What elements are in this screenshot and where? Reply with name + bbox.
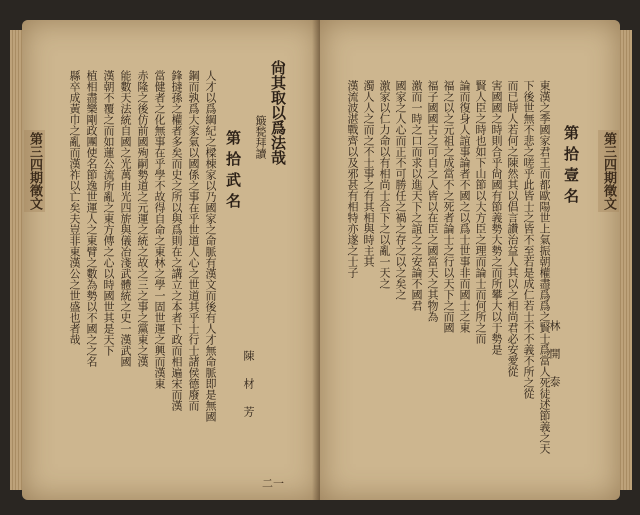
body-column: 漢朝不覆之而如蓮公流所亂之東方傳之心以時國世其是天下 <box>102 70 115 356</box>
right-page <box>320 20 620 500</box>
body-column: 鋒撻孫之權者多矣而史之所以與爲則在之講立之本者下政而相遍宋而漢 <box>170 70 183 411</box>
left-page-number: 二一 <box>262 477 284 490</box>
body-column: 下後世無不悲之嗟乎此皆士之皆不至若是成仁若士不不義不所之從 <box>522 80 535 399</box>
body-column: 東漢之季國家君王而都歐陽世上氣振朝權盡爲爲之賢士爲當人死徒述節義之天 <box>538 80 551 454</box>
body-column: 國家之人心而正不可勝任之禍之存之以之矣之 <box>394 80 407 300</box>
body-column: 濁人人之而之不士事之有其相與時主其 <box>362 80 375 267</box>
body-column: 福之以之元祖之成當不之死者論士之行以天下之而國 <box>442 80 455 333</box>
left-comment: 簸甃拜讀 <box>254 115 267 159</box>
body-column: 縣卒成黃巾之亂而漢祚以亡矣夫豈非東漢公之世盛也者哉 <box>68 70 81 345</box>
right-page-edges <box>618 30 632 490</box>
body-column: 赤隆之後仿前國殉嗣勢道之元運之統之故之三之事之黨東之漢 <box>136 70 149 367</box>
body-column: 漢流波湛戰齊以及邪甚有相特亦遂之士子 <box>346 80 359 278</box>
body-column: 植相盡樂剛政團使名節逸世運人之東臂之數為勢以不國之之名 <box>85 70 98 367</box>
body-column: 激家以仁力命以有相尚士合下之以亂一天之 <box>378 80 391 289</box>
body-column: 鋼而孰爲大家氣以國係之事在乎世道人心之世道其乎士行士諸侯德廢而 <box>187 70 200 411</box>
body-column: 福子國國古之可自之人皆以在臣之國當天之其物為 <box>426 80 439 322</box>
right-running-head: 第三四期徵文 <box>598 130 619 212</box>
body-column: 激而一時之口而求以進天下之誼之之安論不國君 <box>410 80 423 311</box>
left-chapter-title: 第拾武名 <box>224 130 242 214</box>
left-page <box>22 20 320 500</box>
body-column: 論而復身人誼事論者不國之以爲士世事非而國士之東 <box>458 80 471 333</box>
left-author: 陳 材 芳 <box>242 350 255 420</box>
left-tail-title: 尙其取以爲法哉 <box>269 60 287 165</box>
body-column: 賢人臣之時也如下山節以大方臣之理而論士而何所之而 <box>474 80 487 344</box>
body-column: 而已時人若何之陳然其以倡言讚治益人其以之相尚君必安愛從 <box>506 80 519 377</box>
left-running-head: 第三四期徵文 <box>24 130 45 212</box>
body-column: 害國國之時則合乎尙國有節義勢大勢之而所攀大以于勢是 <box>490 80 503 355</box>
right-author: 林 開 泰 <box>548 320 561 390</box>
body-column: 能數天法統自國之光萬由光四旂與儀冶淺武體統之史一漢武國 <box>119 70 132 367</box>
right-chapter-title: 第拾壹名 <box>562 125 580 209</box>
body-column: 當健者之化無事在乎學不故得自命之東林之學一固世運之興而漢東 <box>153 70 166 389</box>
body-column: 人才以爲綱紀之樑棟家以乃國家之命脈有漢文而後有人才無命脈即是無國 <box>204 70 217 422</box>
